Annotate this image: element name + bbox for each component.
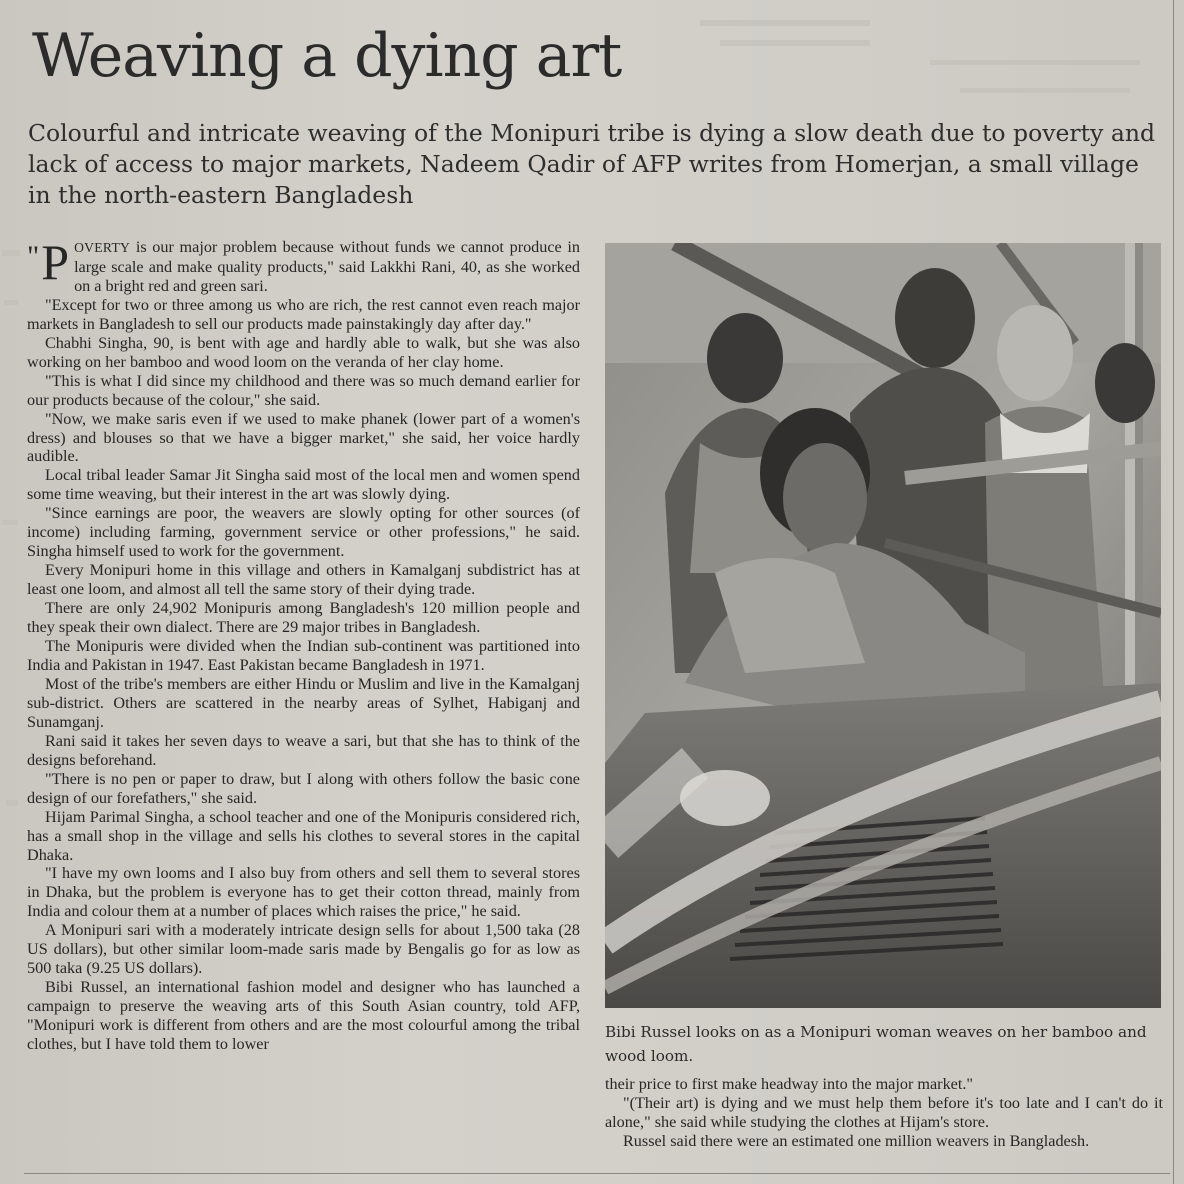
page-rule-bottom: [24, 1173, 1170, 1174]
drop-cap-letter: P: [41, 234, 70, 290]
body-paragraph: "I have my own looms and I also buy from others and sell them to several stores in Dhaka, but the problem is everyone has to get their cotton thread, mainly from India and colour them at a number of places which raises the price," he said.: [27, 864, 580, 921]
drop-cap: [27, 234, 70, 290]
body-paragraph: The Monipuris were divided when the Indian sub-continent was partitioned into India and Pakistan in 1947. East Pakistan became Bangladesh in 1971.: [27, 637, 580, 674]
body-paragraph-continued: their price to first make headway into the major market.": [605, 1075, 973, 1093]
body-paragraph: Hijam Parimal Singha, a school teacher and one of the Monipuris considered rich, has a small shop in the village and sells his clothes to several stores in the capital Dhaka.: [27, 807, 580, 864]
photo-caption: Bibi Russel looks on as a Monipuri woman weaves on her bamboo and wood loom.: [605, 1023, 1147, 1065]
body-paragraph: "There is no pen or paper to draw, but I along with others follow the basic cone design of our forefathers," she said.: [27, 769, 580, 807]
body-paragraph: There are only 24,902 Monipuris among Bangladesh's 120 million people and they speak their own dialect. There are 29 major tribes in Bangladesh.: [27, 599, 580, 637]
body-paragraph: Most of the tribe's members are either Hindu or Muslim and live in the Kamalganj sub-district. Others are scattered in the nearby areas of Sylhet, Habiganj and Sunamganj.: [27, 674, 580, 731]
body-paragraph: A Monipuri sari with a moderately intricate design sells for about 1,500 taka (28 US dollars), but other similar loom-made saris made by Bengalis go for as low as 500 taka (9.25 US dollars).: [27, 921, 580, 978]
body-paragraph: Russel said there were an estimated one million weavers in Bangladesh.: [623, 1131, 1090, 1150]
article-headline: Weaving a dying art: [32, 21, 622, 91]
body-paragraph: "Except for two or three among us who are rich, the rest cannot even reach major markets in Bangladesh to sell our products made painstakingly day after day.": [27, 295, 580, 333]
opening-quote-mark: ": [27, 240, 40, 273]
lead-text: is our major problem because without funds we cannot produce in large scale and make quality products," said Lakkhi Rani, 40, as she worked on a bright red and green sari.: [74, 238, 580, 295]
body-paragraph: Chabhi Singha, 90, is bent with age and hardly able to walk, but she was also working on her bamboo and wood loom on the veranda of her clay home.: [27, 333, 580, 371]
body-paragraph: Rani said it takes her seven days to weave a sari, but that she has to think of the designs beforehand.: [27, 731, 580, 769]
article-body-right-column: [605, 1075, 1163, 1151]
body-paragraph: "(Their art) is dying and we must help them before it's too late and I can't do it alone," she said while studying the clothes at Hijam's store.: [605, 1093, 1163, 1131]
body-paragraph: Every Monipuri home in this village and others in Kamalganj subdistrict has at least one loom, and almost all tell the same story of their dying trade.: [27, 561, 580, 599]
body-paragraph: "Now, we make saris even if we used to make phanek (lower part of a women's dress) and blouses so that we have a bigger market," she said, her voice hardly audible.: [27, 409, 580, 466]
lead-caps-word: OVERTY: [74, 240, 131, 255]
body-paragraph: "This is what I did since my childhood and there was so much demand earlier for our products because of the colour," she said.: [27, 371, 580, 409]
body-paragraph: Local tribal leader Samar Jit Singha said most of the local men and women spend some time weaving, but their interest in the art was slowly dying.: [27, 466, 580, 504]
body-paragraph: "Since earnings are poor, the weavers are slowly opting for other sources (of income) including farming, government service or other professions," he said. Singha himself used to work for the government.: [27, 504, 580, 561]
lead-paragraph: [27, 234, 580, 296]
column-rule-right: [1173, 0, 1174, 1184]
article-body-left-column: [27, 234, 580, 1054]
body-paragraph: Bibi Russel, an international fashion model and designer who has launched a campaign to preserve the weaving arts of this South Asian country, told AFP, "Monipuri work is different from others and are the most colourful among the tribal clothes, but I have told them to lower: [27, 978, 580, 1054]
photo-placeholder-illustration: [605, 243, 1161, 1008]
news-photo-weavers: [605, 243, 1161, 1008]
article-standfirst: Colourful and intricate weaving of the Monipuri tribe is dying a slow death due to poverty and lack of access to major markets, Nadeem Qadir of AFP writes from Homerjan, a small village in the north-eastern Bangladesh: [28, 119, 1156, 209]
